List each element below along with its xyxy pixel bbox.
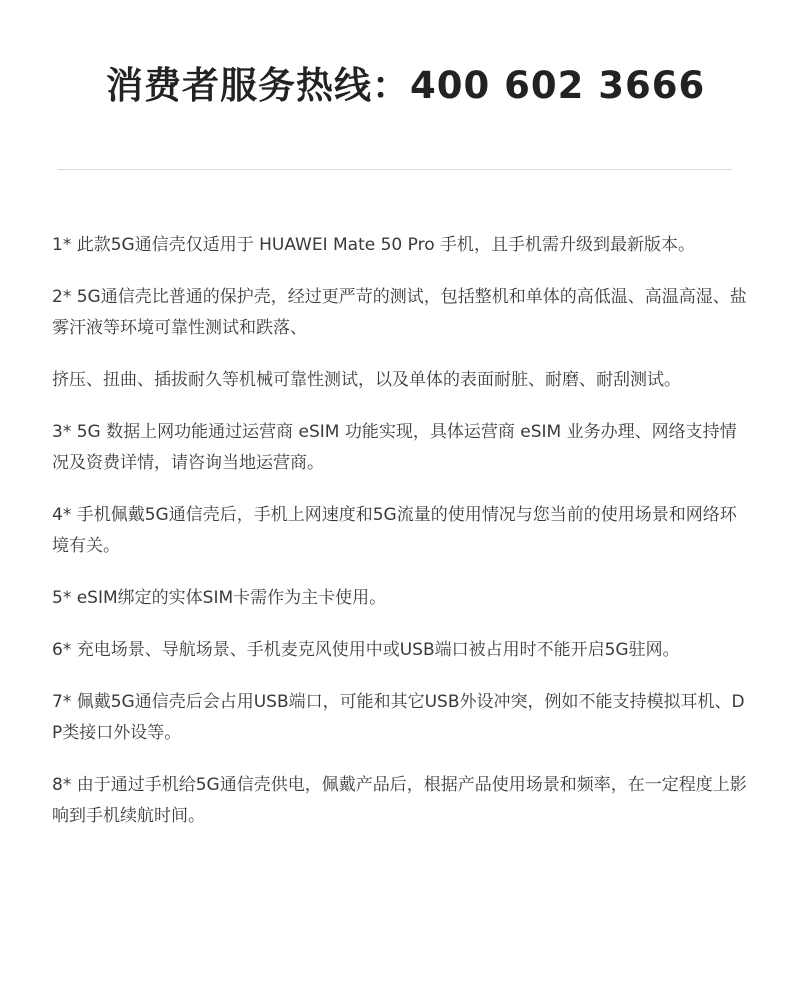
note-item-5: 5* eSIM绑定的实体SIM卡需作为主卡使用。 <box>52 588 387 608</box>
notes-list <box>52 230 752 853</box>
note-item-2-continued: 挤压、扭曲、插拔耐久等机械可靠性测试，以及单体的表面耐脏、耐磨、耐刮测试。 <box>52 370 681 390</box>
note-item-7: 7* 佩戴5G通信壳后会占用USB端口，可能和其它USB外设冲突，例如不能支持模拟耳机、DP类接口外设等。 <box>52 692 745 743</box>
note-item-1: 1* 此款5G通信壳仅适用于 HUAWEI Mate 50 Pro 手机，且手机需升级到最新版本。 <box>52 235 696 255</box>
note-item-4: 4* 手机佩戴5G通信壳后，手机上网速度和5G流量的使用情况与您当前的使用场景和网络环境有关。 <box>52 505 737 556</box>
note-item-8: 8* 由于通过手机给5G通信壳供电，佩戴产品后，根据产品使用场景和频率，在一定程度上影响到手机续航时间。 <box>52 775 747 826</box>
divider <box>58 169 732 170</box>
hotline-title: 消费者服务热线：400 602 3666 <box>106 64 706 107</box>
note-item-2: 2* 5G通信壳比普通的保护壳，经过更严苛的测试，包括整机和单体的高低温、高温高湿、盐雾汗液等环境可靠性测试和跌落、 <box>52 287 747 338</box>
note-item-3: 3* 5G 数据上网功能通过运营商 eSIM 功能实现，具体运营商 eSIM 业务办理、网络支持情况及资费详情，请咨询当地运营商。 <box>52 422 737 473</box>
note-item-6: 6* 充电场景、导航场景、手机麦克风使用中或USB端口被占用时不能开启5G驻网。 <box>52 640 680 660</box>
